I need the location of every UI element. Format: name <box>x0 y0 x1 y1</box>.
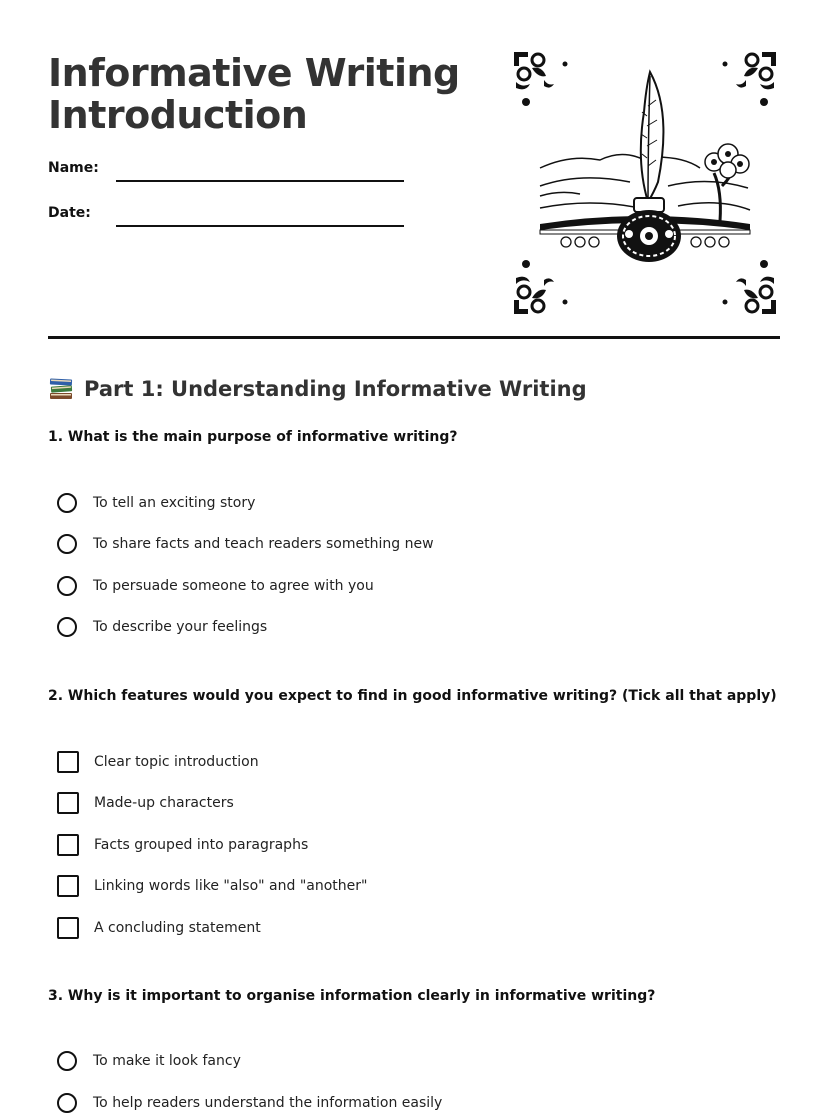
date-label: Date: <box>48 205 91 221</box>
books-icon <box>48 377 74 401</box>
radio-button[interactable] <box>57 493 77 513</box>
q1-option[interactable] <box>57 573 374 599</box>
option-label: To tell an exciting story <box>93 495 256 511</box>
corner-ornament-top-left <box>514 52 568 106</box>
radio-button[interactable] <box>57 1051 77 1071</box>
title-line-1: Informative Writing <box>48 51 460 95</box>
radio-button[interactable] <box>57 534 77 554</box>
q1-option[interactable] <box>57 531 434 557</box>
option-label: To help readers understand the information easily <box>93 1095 443 1111</box>
quill-inkpot-illustration <box>508 46 782 320</box>
radio-button[interactable] <box>57 1093 77 1113</box>
checkbox[interactable] <box>57 917 79 939</box>
q1-option[interactable] <box>57 614 267 640</box>
checkbox[interactable] <box>57 792 79 814</box>
option-label: Facts grouped into paragraphs <box>94 837 309 853</box>
worksheet-title <box>48 52 468 136</box>
q2-option[interactable] <box>57 915 261 941</box>
question-3: 3. Why is it important to organise information clearly in informative writing? <box>48 988 656 1004</box>
option-label: To persuade someone to agree with you <box>93 578 374 594</box>
part-1-heading <box>48 374 587 404</box>
tree <box>705 144 749 221</box>
option-label: Clear topic introduction <box>94 754 259 770</box>
q3-option[interactable] <box>57 1048 241 1074</box>
option-label: Linking words like "also" and "another" <box>94 878 368 894</box>
q3-option[interactable] <box>57 1090 442 1116</box>
question-1: 1. What is the main purpose of informative writing? <box>48 429 458 445</box>
q2-option[interactable] <box>57 749 259 775</box>
ink-pot <box>617 198 681 262</box>
corner-ornament-bottom-right <box>723 260 777 314</box>
q2-option[interactable] <box>57 873 367 899</box>
radio-button[interactable] <box>57 576 77 596</box>
option-label: To make it look fancy <box>93 1053 241 1069</box>
question-2: 2. Which features would you expect to find in good informative writing? (Tick all that apply) <box>48 688 777 704</box>
checkbox[interactable] <box>57 751 79 773</box>
name-label: Name: <box>48 160 99 176</box>
checkbox[interactable] <box>57 834 79 856</box>
q1-option[interactable] <box>57 490 255 516</box>
q2-option[interactable] <box>57 832 308 858</box>
section-divider <box>48 336 780 339</box>
corner-ornament-bottom-left <box>514 260 568 314</box>
option-label: To share facts and teach readers something new <box>93 536 434 552</box>
title-line-2: Introduction <box>48 93 308 137</box>
corner-ornament-top-right <box>723 52 777 106</box>
q2-option[interactable] <box>57 790 234 816</box>
radio-button[interactable] <box>57 617 77 637</box>
part-1-title: Part 1: Understanding Informative Writing <box>84 377 587 401</box>
checkbox[interactable] <box>57 875 79 897</box>
date-field[interactable] <box>116 225 404 227</box>
option-label: Made-up characters <box>94 795 234 811</box>
option-label: A concluding statement <box>94 920 261 936</box>
option-label: To describe your feelings <box>93 619 268 635</box>
name-field[interactable] <box>116 180 404 182</box>
quill-feather <box>641 72 664 202</box>
